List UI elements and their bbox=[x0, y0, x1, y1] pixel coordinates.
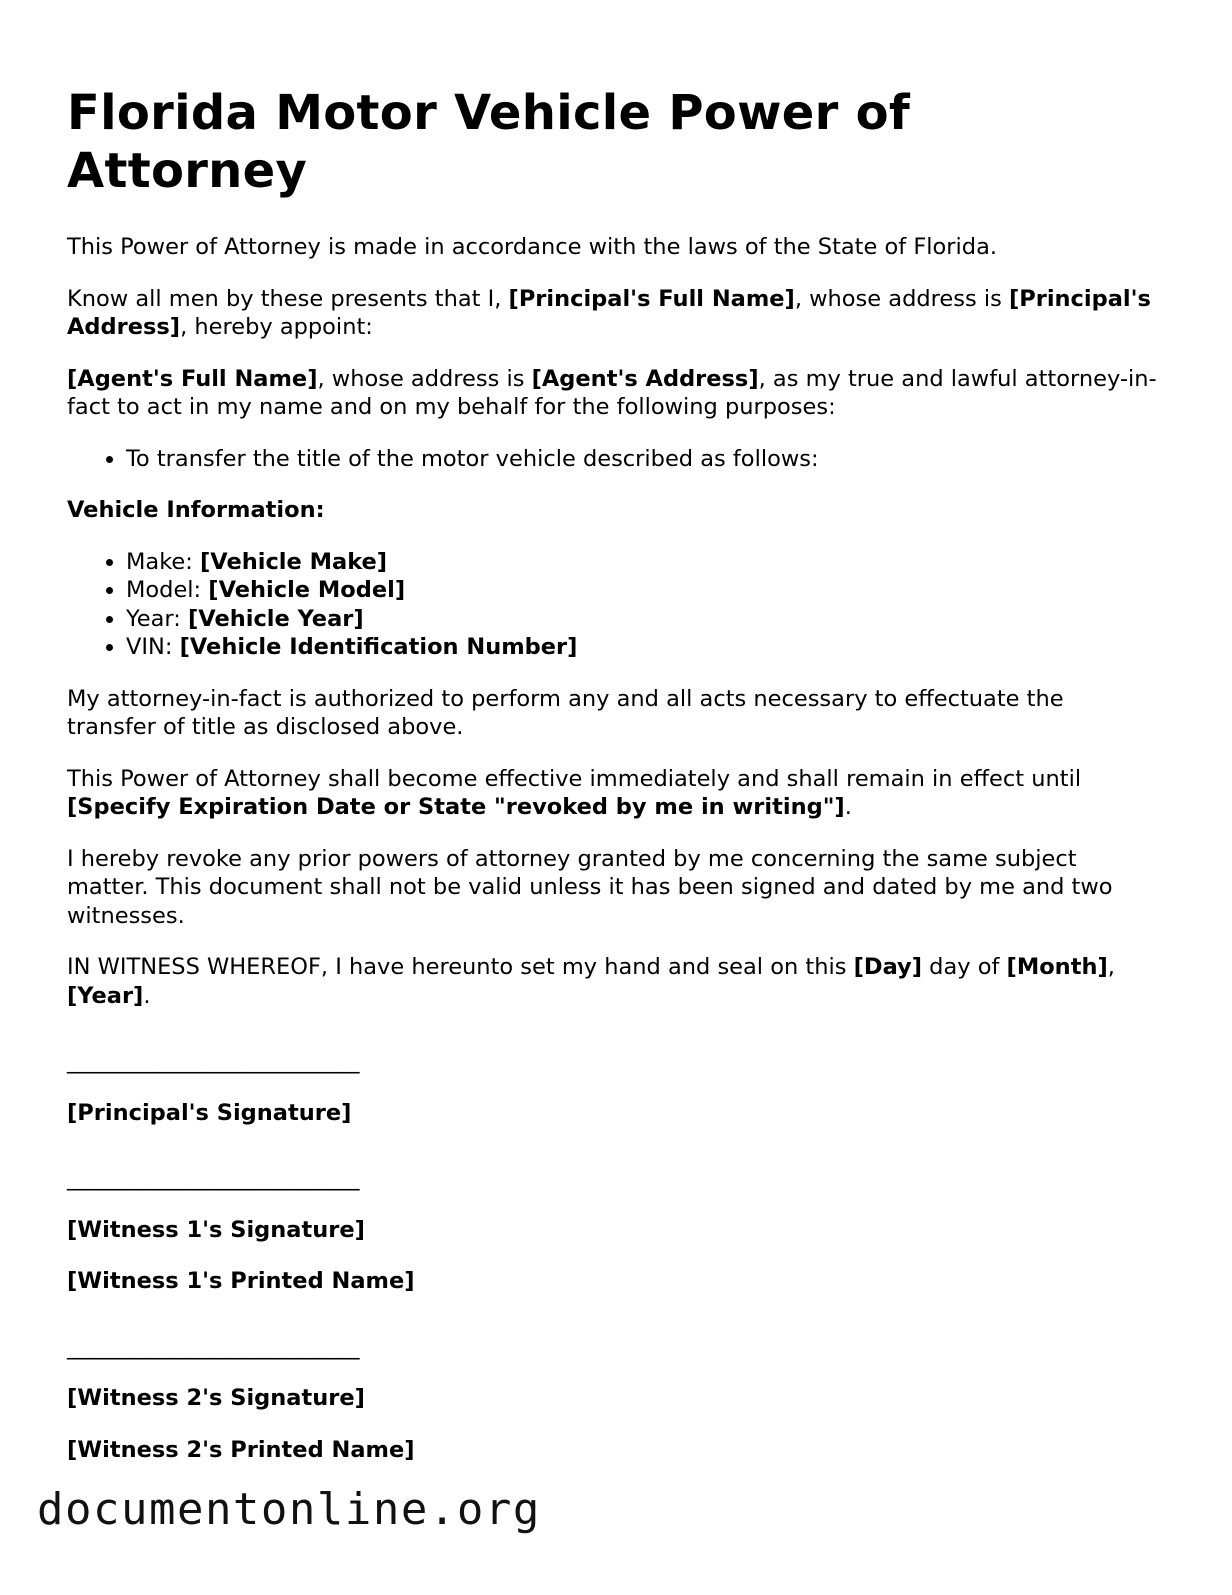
appointment-paragraph: Know all men by these presents that I, [Principal's Full Name], whose address is [Principal's Address], hereby appoint: bbox=[67, 285, 1151, 340]
document-title: Florida Motor Vehicle Power of Attorney bbox=[67, 85, 911, 199]
vehicle-year-item: • Year: [Vehicle Year] bbox=[126, 605, 1157, 634]
agent-paragraph: [Agent's Full Name], whose address is [Agent's Address], as my true and lawful attorney-in-fact to act in my name and on my behalf for the following purposes: bbox=[67, 365, 1157, 420]
agent-name-placeholder: [Agent's Full Name] bbox=[67, 365, 318, 392]
witness2-name-label: [Witness 2's Printed Name] bbox=[67, 1436, 415, 1463]
revocation-paragraph: I hereby revoke any prior powers of attorney granted by me concerning the same subject matter. This document shall not be valid unless it has been signed and dated by me and two witnesses. bbox=[67, 845, 1113, 929]
vehicle-vin-item: • VIN: [Vehicle Identification Number] bbox=[126, 633, 1157, 662]
day-placeholder: [Day] bbox=[853, 954, 923, 980]
principal-signature-label: [Principal's Signature] bbox=[67, 1099, 352, 1126]
principal-signature-line: __________________________ bbox=[67, 1048, 360, 1074]
site-watermark: documentonline.org bbox=[37, 1484, 541, 1535]
witness-clause-paragraph: IN WITNESS WHEREOF, I have hereunto set my hand and seal on this [Day] day of [Month], [Year]. bbox=[67, 954, 1115, 1009]
witness1-signature-line: __________________________ bbox=[67, 1165, 360, 1191]
witness2-signature-line: __________________________ bbox=[67, 1333, 360, 1360]
month-placeholder: [Month] bbox=[1006, 954, 1108, 980]
vehicle-model-item: • Model: [Vehicle Model] bbox=[126, 576, 1157, 605]
document-page bbox=[67, 84, 1157, 1487]
vehicle-info-list bbox=[67, 548, 1157, 662]
principal-name-placeholder: [Principal's Full Name] bbox=[508, 285, 795, 312]
vehicle-make-item: • Make: [Vehicle Make] bbox=[126, 548, 1157, 577]
witness2-signature-label: [Witness 2's Signature] bbox=[67, 1385, 365, 1411]
witness1-name-label: [Witness 1's Printed Name] bbox=[67, 1268, 415, 1294]
agent-address-placeholder: [Agent's Address] bbox=[531, 365, 759, 392]
purpose-item: • To transfer the title of the motor vehicle described as follows: bbox=[126, 445, 1157, 474]
effective-paragraph: This Power of Attorney shall become effective immediately and shall remain in effect until [Specify Expiration Date or State "revoked by me in writing"]. bbox=[67, 765, 1082, 820]
expiration-placeholder: [Specify Expiration Date or State "revoked by me in writing"] bbox=[67, 794, 845, 820]
intro-paragraph: This Power of Attorney is made in accordance with the laws of the State of Florida. bbox=[67, 234, 998, 260]
witness1-signature-label: [Witness 1's Signature] bbox=[67, 1216, 365, 1243]
vehicle-info-heading: Vehicle Information: bbox=[67, 497, 325, 523]
year-placeholder: [Year] bbox=[67, 982, 144, 1009]
principal-address-placeholder: [Principal's Address] bbox=[67, 285, 1151, 340]
purposes-list bbox=[67, 445, 1157, 474]
authority-paragraph: My attorney-in-fact is authorized to perform any and all acts necessary to effectuate the transfer of title as disclosed above. bbox=[67, 685, 1064, 740]
